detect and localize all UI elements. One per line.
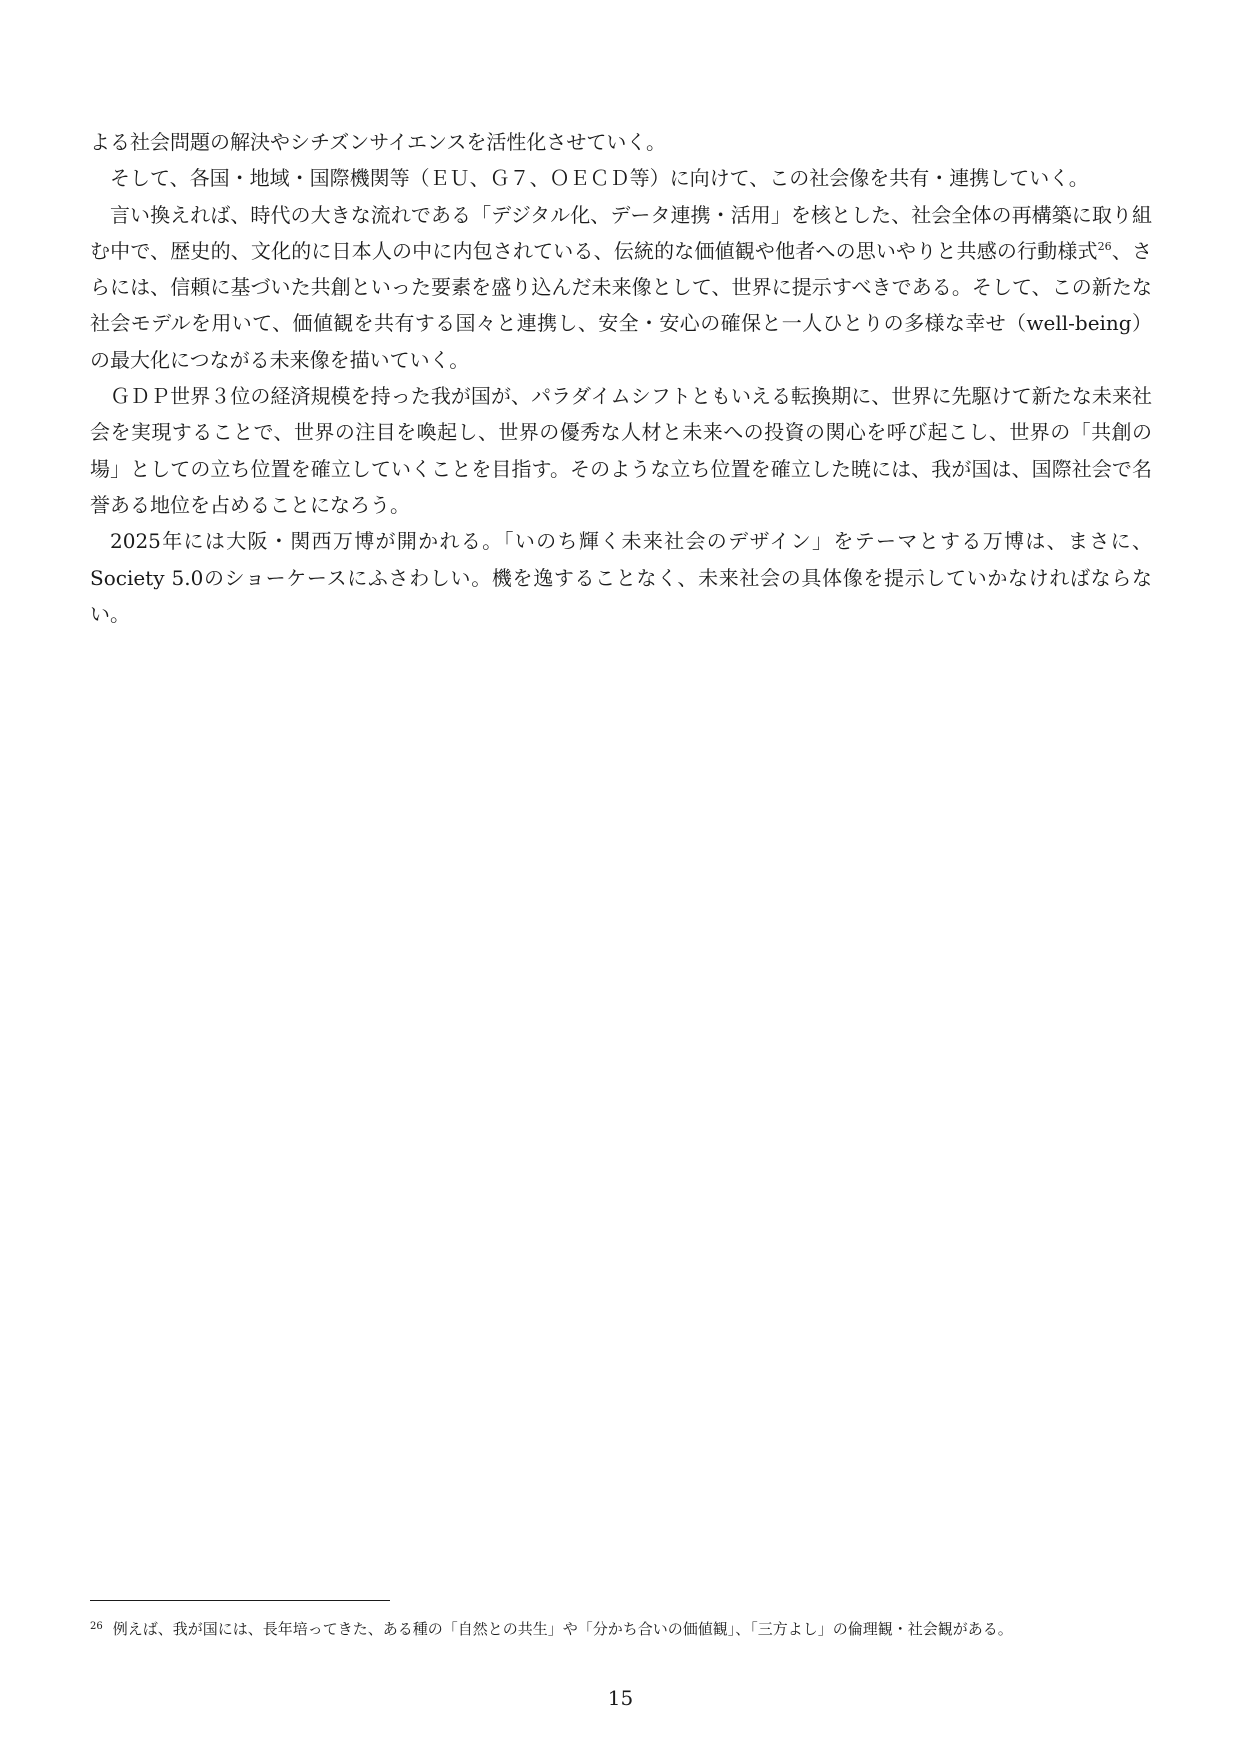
paragraph-3-before: 言い換えれば、時代の大きな流れである「デジタル化、データ連携・活用」を核とした、社会全体の再構築に取り組む中で、歴史的、文化的に日本人の中に内包されている、伝統的な価値観や他者への思いやりと共感の行動様式: [90, 202, 1152, 263]
paragraph-3-after: 、さらには、信頼に基づいた共創といった要素を盛り込んだ未来像として、世界に提示すべきである。そして、この新たな社会モデルを用いて、価値観を共有する国々と連携し、安全・安心の確保と一人ひとりの多様な幸せ（well-being）の最大化につながる未来像を描いていく。: [90, 238, 1152, 372]
paragraph-1: よる社会問題の解決やシチズンサイエンスを活性化させていく。: [90, 130, 666, 154]
body-text: [90, 124, 1152, 632]
footnote-divider: [90, 1600, 390, 1601]
paragraph-3: [90, 197, 1152, 378]
paragraph-5: 2025年には大阪・関西万博が開かれる。「いのち輝く未来社会のデザイン」をテーマとする万博は、まさに、Society 5.0のショーケースにふさわしい。機を逸することなく、未来社会の具体像を提示していかなければならない。: [90, 529, 1152, 626]
paragraph-2: そして、各国・地域・国際機関等（ＥＵ、Ｇ７、ＯＥＣＤ等）に向けて、この社会像を共有・連携していく。: [110, 166, 1089, 191]
paragraph-4: ＧＤＰ世界３位の経済規模を持った我が国が、パラダイムシフトともいえる転換期に、世界に先駆けて新たな未来社会を実現することで、世界の注目を喚起し、世界の優秀な人材と未来への投資の関心を呼び起こし、世界の「共創の場」としての立ち位置を確立していくことを目指す。そのような立ち位置を確立した暁には、我が国は、国際社会で名誉ある地位を占めることになろう。: [90, 384, 1152, 517]
page-number: 15: [607, 1686, 634, 1710]
footnote-26: [90, 1618, 1152, 1640]
footnote-ref-26[interactable]: 26: [1097, 239, 1112, 253]
footnote-number: 26: [90, 1621, 103, 1632]
footnote-text: 例えば、我が国には、長年培ってきた、ある種の「自然との共生」や「分かち合いの価値観」、「三方よし」の倫理観・社会観がある。: [112, 1620, 1013, 1638]
